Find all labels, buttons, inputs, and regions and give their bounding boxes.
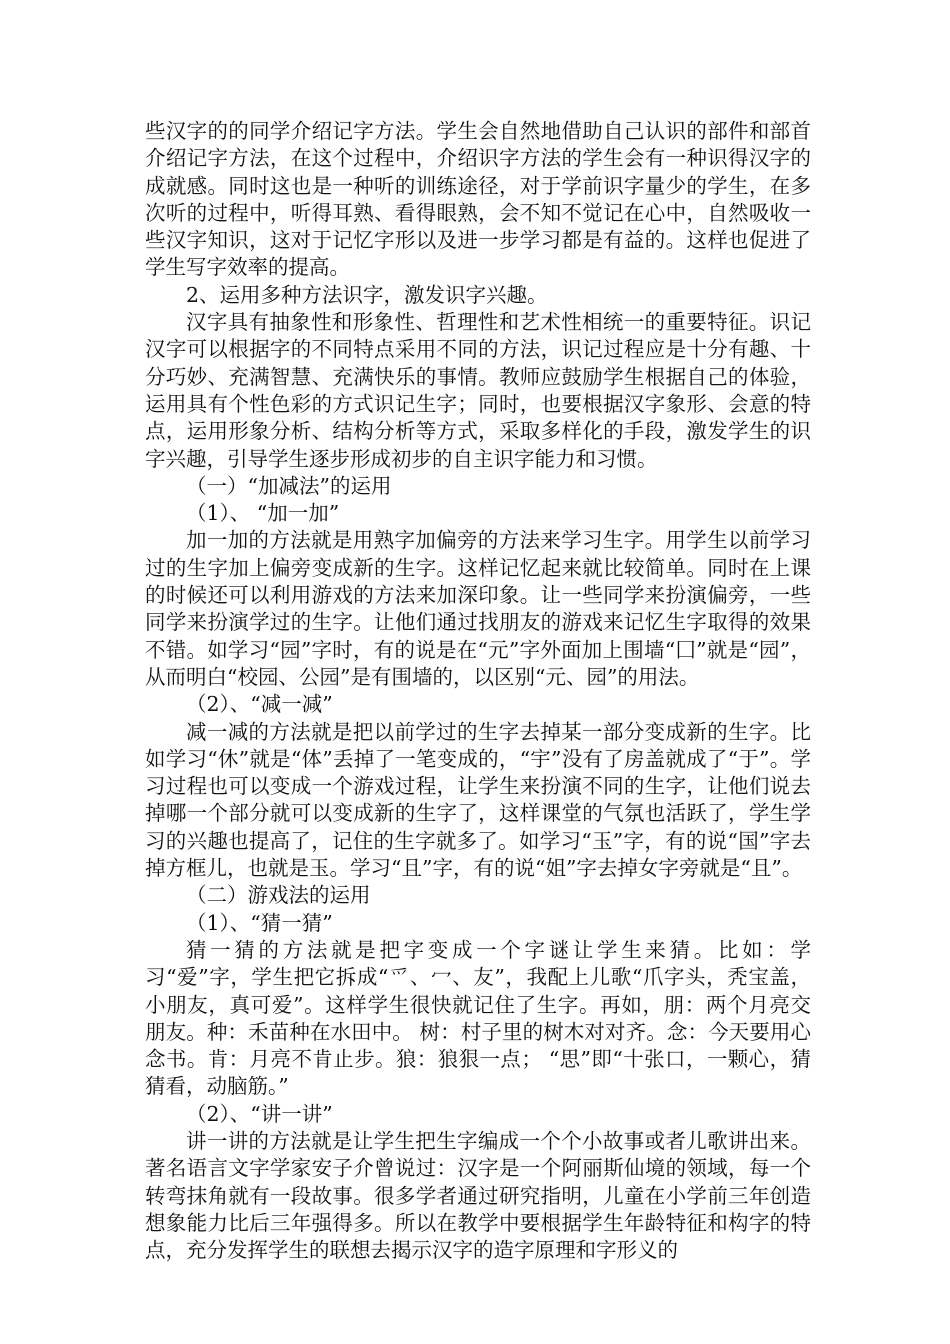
paragraph-subtract: 减一减的方法就是把以前学过的生字去掉某一部分变成新的生字。比如学习“休”就是“体”丢掉了一笔变成的，“宇”没有了房盖就成了“于”。学习过程也可以变成一个游戏过程，让学生来扮演不同的生字，让他们说去掉哪一个部分就可以变成新的生字了，这样课堂的气氛也活跃了，学生学习的兴趣也提高了，记住的生字就多了。如学习“玉”字，有的说“国”字去掉方框儿，也就是玉。学习“且”字，有的说“姐”字去掉女字旁就是“且”。 — [145, 719, 811, 881]
subheading-add: （1）、 “加一加” — [186, 501, 340, 526]
subheading-subtract: （2）、“减一减” — [186, 692, 333, 717]
subheading-game: （二）游戏法的运用 — [186, 883, 371, 908]
section-heading-methods: 2、运用多种方法识字，激发识字兴趣。 — [186, 282, 548, 307]
paragraph-add: 加一加的方法就是用熟字加偏旁的方法来学习生字。用学生以前学习过的生字加上偏旁变成新的生字。这样记忆起来就比较简单。同时在上课的时候还可以利用游戏的方法来加深印象。让一些同学来扮演偏旁，一些同学来扮演学过的生字。让他们通过找朋友的游戏来记忆生字取得的效果不错。如学习“园”字时，有的说是在“元”字外面加上围墙“囗”就是“园”，从而明白“校园、公园”是有围墙的，以区别“元、园”的用法。 — [145, 528, 811, 689]
subheading-add-subtract: （一）“加减法”的运用 — [186, 473, 392, 498]
paragraph-continuation: 些汉字的的同学介绍记字方法。学生会自然地借助自己认识的部件和部首介绍记字方法，在这个过程中，介绍识字方法的学生会有一种识得汉字的成就感。同时这也是一种听的训练途径，对于学前识字量少的学生，在多次听的过程中，听得耳熟、看得眼熟，会不知不觉记在心中，自然吸收一些汉字知识，这对于记忆字形以及进一步学习都是有益的。这样也促进了学生写字效率的提高。 — [145, 119, 811, 280]
paragraph-guess: 猜一猜的方法就是把字变成一个字谜让学生来猜。比如：学习“爱”字，学生把它拆成“爫、冖、友”，我配上儿歌“爪字头，秃宝盖，小朋友，真可爱”。这样学生很快就记住了生字。再如，朋：两个月亮交朋友。种：禾苗种在水田中。 树：村子里的树木对对齐。念：今天要用心念书。肯：月亮不肯止步。狼：狼狠一点； “思”即“十张口，一颗心，猜猜看，动脑筋。” — [145, 937, 811, 1099]
subheading-tell: （2）、“讲一讲” — [186, 1101, 333, 1126]
paragraph-features: 汉字具有抽象性和形象性、哲理性和艺术性相统一的重要特征。识记汉字可以根据字的不同特点采用不同的方法，识记过程应是十分有趣、十分巧妙、充满智慧、充满快乐的事情。教师应鼓励学生根据自己的体验，运用具有个性色彩的方式识记生字；同时，也要根据汉字象形、会意的特点，运用形象分析、结构分析等方式，采取多样化的手段，激发学生的识字兴趣，引导学生逐步形成初步的自主识字能力和习惯。 — [145, 310, 811, 471]
subheading-guess: （1）、“猜一猜” — [186, 910, 333, 935]
body-text — [145, 118, 811, 1264]
paragraph-tell: 讲一讲的方法就是让学生把生字编成一个个小故事或者儿歌讲出来。著名语言文字学家安子介曾说过：汉字是一个阿丽斯仙境的领域，每一个转弯抹角就有一段故事。很多学者通过研究指明，儿童在小学前三年创造想象能力比后三年强得多。所以在教学中要根据学生年龄特征和构字的特点，充分发挥学生的联想去揭示汉字的造字原理和字形义的 — [145, 1128, 811, 1263]
